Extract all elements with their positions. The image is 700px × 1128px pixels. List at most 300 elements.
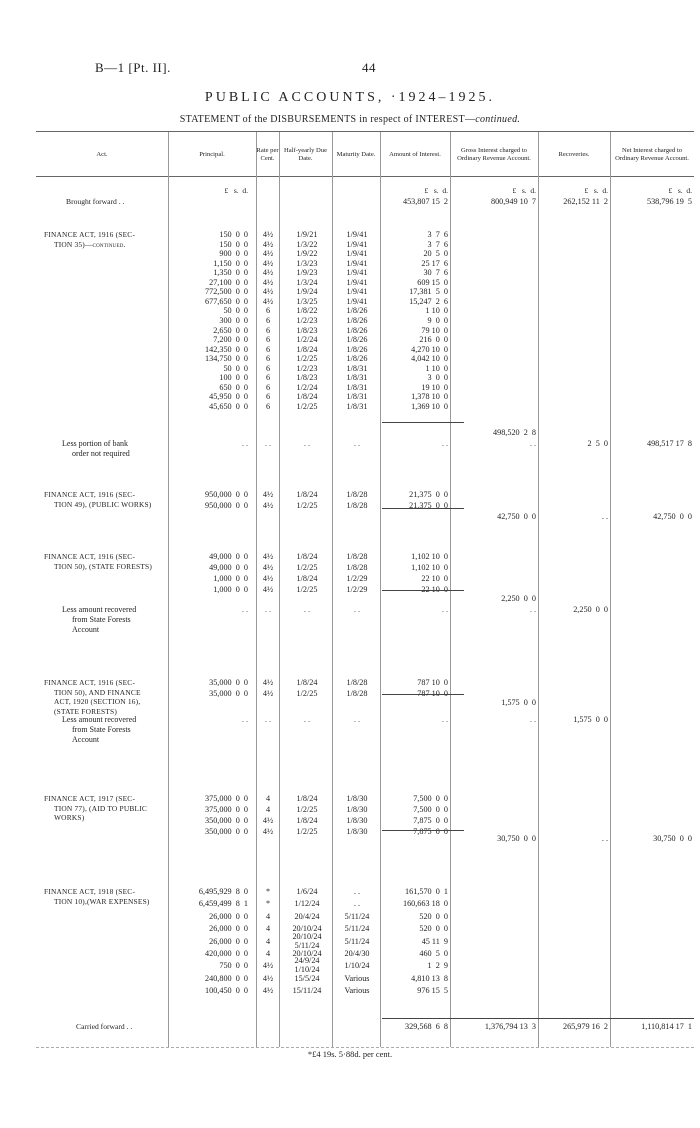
interest-row <box>36 793 694 804</box>
rate-cell: 4½ <box>262 816 274 825</box>
interest-row <box>36 489 694 500</box>
ditto-marks: . . <box>303 605 311 614</box>
rate-cell: 4½ <box>262 678 274 687</box>
rate-cell: 6 <box>265 392 271 402</box>
carried-forward-row: Carried forward . . 329,568 6 8 1,376,794 13 3 265,979 16 2 1,110,814 17 1 <box>76 1022 692 1031</box>
act-title: TION 50), (STATE FORESTS) <box>54 561 153 571</box>
maturity-cell: 1/8/28 <box>346 490 368 499</box>
maturity-cell: 5/11/24 <box>344 936 370 946</box>
ditto-marks: . . <box>264 715 272 724</box>
half-yearly-cell: 1/2/25 <box>296 585 318 594</box>
half-yearly-cell: 1/8/24 <box>296 678 318 687</box>
ditto-marks: . . <box>441 439 448 448</box>
net-cell: 42,750 0 0 <box>653 512 692 521</box>
ditto-marks: . . <box>303 715 311 724</box>
principal-cell: 142,350 0 0 <box>205 344 248 354</box>
half-yearly-cell: 1/9/24 <box>296 287 318 297</box>
maturity-cell: 1/10/24 <box>344 961 370 971</box>
half-yearly-cell: 1/9/23 <box>296 268 318 278</box>
maturity-cell: Various <box>344 986 370 996</box>
header-principal: Principal. <box>199 151 225 159</box>
ditto-marks: . . <box>441 715 448 724</box>
rate-cell: 4 <box>265 911 271 921</box>
half-yearly-cell: 1/3/24 <box>296 277 318 287</box>
page-title: PUBLIC ACCOUNTS, ·1924–1925. <box>204 90 496 105</box>
maturity-cell: 1/8/31 <box>346 382 368 392</box>
ditto-marks: . . <box>529 715 536 724</box>
half-yearly-cell: 1/9/21 <box>296 230 318 239</box>
amount-cell: 1,378 10 0 <box>411 392 448 402</box>
amount-cell: 1,102 10 0 <box>411 552 448 561</box>
principal-cell: 26,000 0 0 <box>209 936 248 946</box>
less-text: order not required <box>72 449 130 458</box>
header-rate: Rate per Cent. <box>256 147 279 162</box>
half-yearly-cell: 1/8/24 <box>296 552 318 561</box>
amount-cell: 4,810 13 8 <box>411 973 448 983</box>
maturity-cell: 1/9/41 <box>346 268 368 278</box>
rate-cell: 4½ <box>262 689 274 698</box>
maturity-cell: 1/8/28 <box>346 552 368 561</box>
amount-cell: 1 10 0 <box>425 363 448 373</box>
half-yearly-cell: 1/2/23 <box>296 315 318 325</box>
rate-cell: 4 <box>265 936 271 946</box>
amount-cell: 15,247 2 6 <box>409 296 448 306</box>
recoveries-cell: 2,250 0 0 <box>573 605 608 614</box>
principal-cell: 420,000 0 0 <box>205 949 248 958</box>
act-title: WORKS) <box>54 813 85 822</box>
gross-cell: 1,575 0 0 <box>501 698 536 707</box>
less-text: Less amount recovered <box>62 715 137 724</box>
principal-cell: 375,000 0 0 <box>205 794 248 803</box>
recoveries-cell: 2 5 0 <box>587 439 608 448</box>
less-text: Account <box>72 625 100 634</box>
rate-cell: 4 <box>265 794 271 803</box>
half-yearly-cell: 1/6/24 <box>296 887 318 896</box>
maturity-cell: 1/9/41 <box>346 277 368 287</box>
rate-cell: 6 <box>265 401 271 411</box>
maturity-cell: 1/8/30 <box>346 805 368 814</box>
principal-cell: 27,100 0 0 <box>209 277 248 287</box>
act-title: TION 35)—continued. <box>54 239 126 249</box>
amount-cell: 17,381 5 0 <box>409 287 448 297</box>
act-title: FINANCE ACT, 1916 (SEC- <box>44 490 136 499</box>
rate-cell: 6 <box>265 306 271 316</box>
half-yearly-cell: 5/11/24 <box>294 940 320 950</box>
header-amount: Amount of Interest. <box>389 151 441 159</box>
maturity-cell: 20/4/30 <box>344 949 370 958</box>
rate-cell: 4½ <box>262 827 274 836</box>
page-number: 44 <box>362 60 376 75</box>
act-title: ACT, 1920 (SECTION 16), <box>54 697 141 706</box>
act-title: FINANCE ACT, 1916 (SEC- <box>44 678 136 687</box>
rate-cell: 4½ <box>262 490 274 499</box>
principal-cell: 1,000 0 0 <box>213 585 248 594</box>
header-act: Act. <box>96 151 108 159</box>
amount-cell: 25 17 6 <box>421 258 448 268</box>
rate-cell: 4½ <box>262 249 274 259</box>
half-yearly-cell: 1/3/25 <box>296 296 318 306</box>
principal-cell: 350,000 0 0 <box>205 827 248 836</box>
principal-cell: 6,459,499 8 1 <box>198 899 248 909</box>
principal-cell: 1,150 0 0 <box>213 258 248 268</box>
ditto-marks: . . <box>353 715 361 724</box>
half-yearly-cell: 1/2/25 <box>296 501 318 510</box>
ditto-marks: . . <box>353 439 361 448</box>
half-yearly-cell: 1/8/24 <box>296 392 318 402</box>
rate-cell: 4½ <box>262 961 274 971</box>
amount-cell: 20 5 0 <box>423 249 448 259</box>
header-half-yearly: Half-yearly Due Date. <box>283 147 328 162</box>
statement-subtitle: STATEMENT of the DISBURSEMENTS in respect of INTEREST—continued. <box>179 114 521 125</box>
principal-cell: 26,000 0 0 <box>209 911 248 921</box>
interest-row <box>36 923 694 934</box>
principal-cell: 100,450 0 0 <box>205 986 248 996</box>
rate-cell: 4½ <box>262 296 274 306</box>
gross-total-row <box>36 427 694 438</box>
ditto-marks: . . <box>529 605 536 614</box>
half-yearly-cell: 1/3/22 <box>296 239 318 249</box>
rate-cell: 4 <box>265 924 271 934</box>
half-yearly-cell: 1/8/24 <box>296 794 318 803</box>
interest-row <box>36 401 694 412</box>
maturity-cell: 1/8/31 <box>346 363 368 373</box>
principal-cell: 1,350 0 0 <box>213 268 248 278</box>
amount-cell: 1,369 10 0 <box>411 401 448 411</box>
page-reference: B—1 [Pt. II]. <box>95 60 171 75</box>
rate-cell: 4½ <box>262 973 274 983</box>
less-line <box>36 734 694 745</box>
rate-cell: * <box>265 899 271 909</box>
principal-cell: 7,200 0 0 <box>213 335 248 345</box>
less-line <box>36 448 694 459</box>
recoveries-cell: . . <box>601 512 608 521</box>
principal-cell: 240,800 0 0 <box>205 973 248 983</box>
ditto-marks: . . <box>241 715 248 724</box>
half-yearly-cell: 1/2/24 <box>296 335 318 345</box>
gross-cell: 30,750 0 0 <box>497 834 536 843</box>
gross-cell: 2,250 0 0 <box>501 594 536 603</box>
half-yearly-cell: 1/2/23 <box>296 363 318 373</box>
principal-cell: 6,495,929 8 0 <box>198 887 248 896</box>
maturity-cell: 1/8/26 <box>346 344 368 354</box>
half-yearly-cell: 1/8/23 <box>296 325 318 335</box>
rate-cell: 4½ <box>262 287 274 297</box>
recoveries-row <box>36 714 694 725</box>
half-yearly-cell: 1/2/25 <box>296 827 318 836</box>
gross-total-row <box>36 697 694 708</box>
interest-row <box>36 677 694 688</box>
maturity-cell: 1/8/30 <box>346 794 368 803</box>
rate-cell: 6 <box>265 325 271 335</box>
ditto-marks: . . <box>264 439 272 448</box>
maturity-cell: 1/9/41 <box>346 249 368 259</box>
interest-row <box>36 911 694 922</box>
amount-cell: 30 7 6 <box>423 268 448 278</box>
half-yearly-cell: 1/8/23 <box>296 373 318 383</box>
act-title: TION 77), (AID TO PUBLIC <box>54 803 148 813</box>
principal-cell: 150 0 0 <box>219 239 248 249</box>
maturity-cell: Various <box>344 973 370 983</box>
principal-cell: 677,650 0 0 <box>205 296 248 306</box>
rate-cell: 4 <box>265 949 271 958</box>
amount-cell: 520 0 0 <box>419 911 448 921</box>
recoveries-cell: 1,575 0 0 <box>573 715 608 724</box>
maturity-cell: 1/9/41 <box>346 239 368 249</box>
half-yearly-cell: 1/9/22 <box>296 249 318 259</box>
half-yearly-cell: 1/2/25 <box>296 689 318 698</box>
rate-cell: 4½ <box>262 239 274 249</box>
interest-row <box>36 573 694 584</box>
half-yearly-cell: 24/9/24 <box>294 956 320 966</box>
act-title: FINANCE ACT, 1917 (SEC- <box>44 794 136 803</box>
maturity-cell: 1/8/31 <box>346 401 368 411</box>
interest-row <box>36 815 694 826</box>
maturity-cell: 1/8/30 <box>346 816 368 825</box>
amount-cell: 1 10 0 <box>425 306 448 316</box>
half-yearly-cell: 1/10/24 <box>294 965 320 975</box>
interest-row <box>36 956 694 975</box>
maturity-cell: 1/9/41 <box>346 258 368 268</box>
rate-cell: 4½ <box>262 268 274 278</box>
principal-cell: 49,000 0 0 <box>209 563 248 572</box>
rate-cell: 4½ <box>262 585 274 594</box>
maturity-cell: 1/8/28 <box>346 678 368 687</box>
interest-row <box>36 931 694 950</box>
header-recoveries: Recoveries. <box>558 151 590 159</box>
principal-cell: 772,500 0 0 <box>205 287 248 297</box>
principal-cell: 950,000 0 0 <box>205 501 248 510</box>
maturity-cell: . . <box>353 887 361 896</box>
half-yearly-cell: 20/10/24 <box>292 949 322 958</box>
amount-cell: 216 0 0 <box>419 335 448 345</box>
principal-cell: 1,000 0 0 <box>213 574 248 583</box>
less-text: from State Forests <box>72 725 131 734</box>
amount-cell: 787 10 0 <box>417 689 448 698</box>
principal-cell: 750 0 0 <box>219 961 248 971</box>
less-text: Less portion of bank <box>62 439 128 448</box>
amount-cell: 7,500 0 0 <box>413 805 448 814</box>
act-title: FINANCE ACT, 1918 (SEC- <box>44 887 136 896</box>
maturity-cell: 1/9/41 <box>346 296 368 306</box>
principal-cell: 900 0 0 <box>219 249 248 259</box>
amount-cell: 160,663 18 0 <box>402 899 448 909</box>
principal-cell: 2,650 0 0 <box>213 325 248 335</box>
less-text: Less amount recovered <box>62 605 137 614</box>
maturity-cell: 5/11/24 <box>344 924 370 934</box>
amount-cell: 161,570 0 1 <box>405 887 448 896</box>
maturity-cell: 1/8/26 <box>346 354 368 364</box>
ditto-marks: . . <box>241 605 248 614</box>
maturity-cell: 1/8/30 <box>346 827 368 836</box>
principal-cell: 45,650 0 0 <box>209 401 248 411</box>
gross-cell: 498,520 2 8 <box>493 428 536 437</box>
interest-row <box>36 973 694 984</box>
half-yearly-cell: 1/3/23 <box>296 258 318 268</box>
rate-cell: 4½ <box>262 501 274 510</box>
principal-cell: 650 0 0 <box>219 382 248 392</box>
principal-cell: 35,000 0 0 <box>209 678 248 687</box>
amount-cell: 1,102 10 0 <box>411 563 448 572</box>
act-title: FINANCE ACT, 1916 (SEC- <box>44 230 136 239</box>
half-yearly-cell: 1/8/24 <box>296 344 318 354</box>
amount-cell: 3 7 6 <box>427 239 448 249</box>
gross-total-row <box>36 593 694 604</box>
principal-cell: 350,000 0 0 <box>205 816 248 825</box>
half-yearly-cell: 1/2/25 <box>296 354 318 364</box>
maturity-cell: 1/8/28 <box>346 501 368 510</box>
interest-row <box>36 948 694 959</box>
less-text: from State Forests <box>72 615 131 624</box>
amount-cell: 79 10 0 <box>421 325 448 335</box>
footnote: *£4 19s. 5·88d. per cent. <box>307 1049 393 1059</box>
interest-row <box>36 562 694 573</box>
ditto-marks: . . <box>264 605 272 614</box>
half-yearly-cell: 15/5/24 <box>294 973 320 983</box>
rate-cell: 4½ <box>262 552 274 561</box>
rate-cell: 4 <box>265 805 271 814</box>
recoveries-row <box>36 438 694 449</box>
amount-cell: 7,500 0 0 <box>413 794 448 803</box>
amount-cell: 21,375 0 0 <box>409 490 448 499</box>
amount-cell: 460 5 0 <box>419 949 448 958</box>
half-yearly-cell: 1/8/22 <box>296 306 318 316</box>
principal-cell: 49,000 0 0 <box>209 552 248 561</box>
principal-cell: 50 0 0 <box>223 363 248 373</box>
maturity-cell: 5/11/24 <box>344 911 370 921</box>
rate-cell: 4½ <box>262 574 274 583</box>
amount-cell: 976 15 5 <box>417 986 448 996</box>
act-title: TION 49), (PUBLIC WORKS) <box>54 499 152 509</box>
maturity-cell: 1/8/28 <box>346 689 368 698</box>
half-yearly-cell: 1/8/24 <box>296 816 318 825</box>
interest-row <box>36 886 694 897</box>
maturity-cell: 1/2/29 <box>346 574 368 583</box>
amount-cell: 22 10 0 <box>421 574 448 583</box>
maturity-cell: 1/8/26 <box>346 315 368 325</box>
maturity-cell: 1/8/28 <box>346 563 368 572</box>
maturity-cell: 1/8/26 <box>346 306 368 316</box>
rate-cell: 6 <box>265 363 271 373</box>
act-title: TION 50), AND FINANCE <box>54 687 141 697</box>
maturity-cell: 1/8/31 <box>346 373 368 383</box>
maturity-cell: 1/9/41 <box>346 287 368 297</box>
principal-cell: 134,750 0 0 <box>205 354 248 364</box>
rate-cell: 4½ <box>262 563 274 572</box>
header-maturity: Maturity Date. <box>336 151 376 159</box>
amount-cell: 3 7 6 <box>427 230 448 239</box>
amount-cell: 19 10 0 <box>421 382 448 392</box>
rate-cell: * <box>265 887 271 896</box>
principal-cell: 100 0 0 <box>219 373 248 383</box>
half-yearly-cell: 20/10/24 <box>292 931 322 941</box>
half-yearly-cell: 20/10/24 <box>292 924 322 934</box>
amount-cell: 45 11 9 <box>421 936 448 946</box>
half-yearly-cell: 1/12/24 <box>294 899 320 909</box>
recoveries-row <box>36 833 694 844</box>
less-text: Account <box>72 735 100 744</box>
principal-cell: 35,000 0 0 <box>209 689 248 698</box>
principal-cell: 45,950 0 0 <box>209 392 248 402</box>
amount-cell: 1 2 9 <box>427 961 448 971</box>
act-title: (STATE FORESTS) <box>54 706 117 716</box>
net-cell: 498,517 17 8 <box>646 439 692 448</box>
net-cell: 30,750 0 0 <box>653 834 692 843</box>
half-yearly-cell: 1/8/24 <box>296 574 318 583</box>
maturity-cell: 1/2/29 <box>346 585 368 594</box>
rate-cell: 4½ <box>262 258 274 268</box>
principal-cell: 26,000 0 0 <box>209 924 248 934</box>
amount-cell: 7,875 0 0 <box>413 816 448 825</box>
rate-cell: 6 <box>265 335 271 345</box>
gross-cell: 42,750 0 0 <box>497 512 536 521</box>
rate-cell: 4½ <box>262 230 274 239</box>
ditto-marks: . . <box>241 439 248 448</box>
recoveries-cell: . . <box>601 834 608 843</box>
half-yearly-cell: 1/8/24 <box>296 490 318 499</box>
amount-cell: 4,042 10 0 <box>411 354 448 364</box>
half-yearly-cell: 1/2/25 <box>296 563 318 572</box>
half-yearly-cell: 1/2/25 <box>296 401 318 411</box>
header-net: Net Interest charged to Ordinary Revenue Account. <box>615 147 689 162</box>
brought-forward-row: Brought forward . . 453,807 15 2 800,949 10 7 262,152 11 2 538,796 19 5 <box>66 197 692 206</box>
rate-cell: 6 <box>265 315 271 325</box>
half-yearly-cell: 15/11/24 <box>292 986 322 996</box>
principal-cell: 150 0 0 <box>219 230 248 239</box>
rate-cell: 6 <box>265 373 271 383</box>
header-gross: Gross Interest charged to Ordinary Revenue Account. <box>457 147 531 162</box>
half-yearly-cell: 20/4/24 <box>294 911 320 921</box>
principal-cell: 300 0 0 <box>219 315 248 325</box>
act-title: FINANCE ACT, 1916 (SEC- <box>44 552 136 561</box>
principal-cell: 50 0 0 <box>223 306 248 316</box>
amount-cell: 21,375 0 0 <box>409 501 448 510</box>
interest-row <box>36 500 694 511</box>
less-line <box>36 624 694 635</box>
maturity-cell: . . <box>353 899 361 909</box>
rate-cell: 4½ <box>262 986 274 996</box>
half-yearly-cell: 1/2/24 <box>296 382 318 392</box>
rate-cell: 4½ <box>262 277 274 287</box>
amount-cell: 609 15 0 <box>417 277 448 287</box>
amount-cell: 3 0 0 <box>427 373 448 383</box>
rate-cell: 6 <box>265 344 271 354</box>
half-yearly-cell: 1/2/25 <box>296 805 318 814</box>
rate-cell: 6 <box>265 382 271 392</box>
interest-row <box>36 985 694 996</box>
rate-cell: 6 <box>265 354 271 364</box>
principal-cell: 375,000 0 0 <box>205 805 248 814</box>
maturity-cell: 1/8/31 <box>346 392 368 402</box>
maturity-cell: 1/9/41 <box>346 230 368 239</box>
amount-cell: 7,875 0 0 <box>413 827 448 836</box>
principal-cell: 950,000 0 0 <box>205 490 248 499</box>
amount-cell: 787 10 0 <box>417 678 448 687</box>
recoveries-row <box>36 604 694 615</box>
maturity-cell: 1/8/26 <box>346 325 368 335</box>
ditto-marks: . . <box>441 605 448 614</box>
recoveries-row <box>36 511 694 522</box>
ditto-marks: . . <box>303 439 311 448</box>
maturity-cell: 1/8/26 <box>346 335 368 345</box>
amount-cell: 22 10 0 <box>421 585 448 594</box>
interest-row <box>36 551 694 562</box>
amount-cell: 9 0 0 <box>427 315 448 325</box>
interest-row <box>36 898 694 909</box>
ditto-marks: . . <box>529 439 536 448</box>
ditto-marks: . . <box>353 605 361 614</box>
interest-row <box>36 804 694 815</box>
act-title: TION 10),(WAR EXPENSES) <box>54 896 150 906</box>
